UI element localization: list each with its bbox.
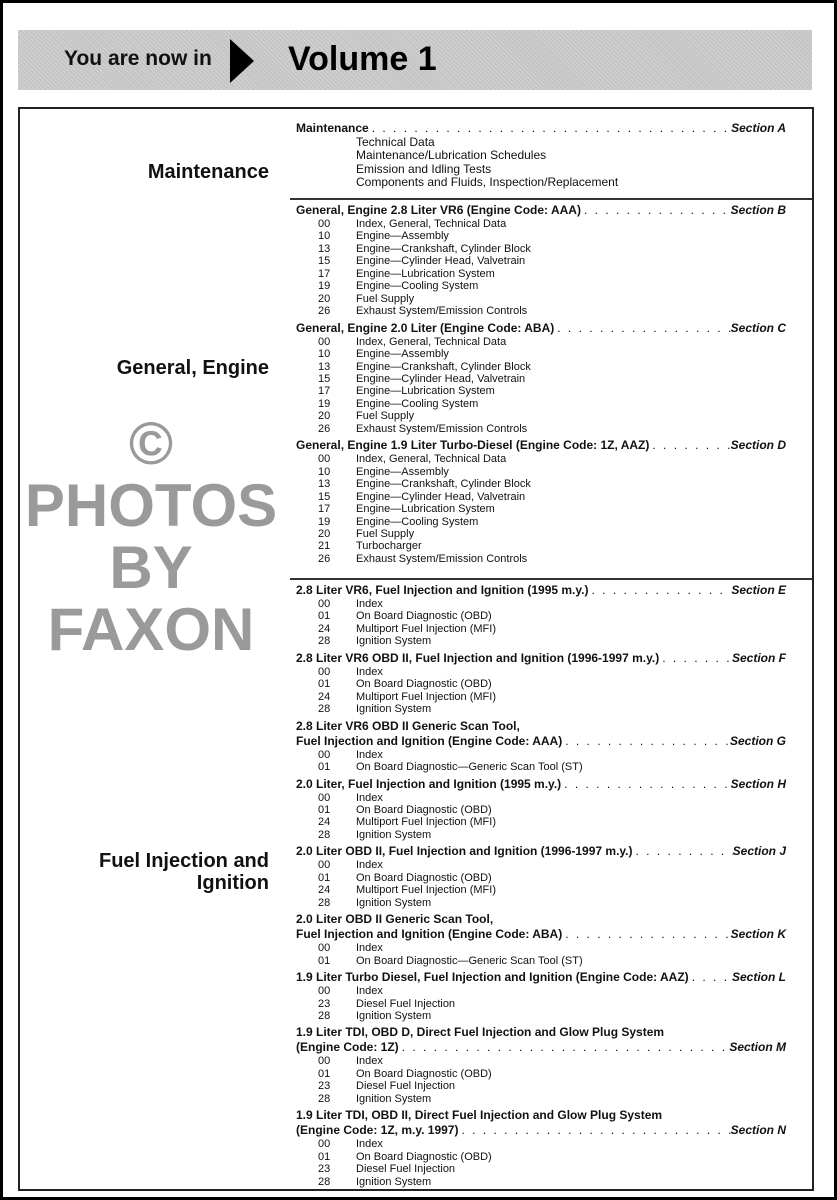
dot-leader: [689, 970, 732, 985]
item-text: Diesel Fuel Injection: [356, 1080, 456, 1093]
toc-item[interactable]: [296, 466, 786, 478]
arrow-right-icon: [230, 39, 254, 83]
toc-group: [296, 844, 786, 909]
item-code: 28: [318, 828, 331, 841]
item-text: Multiport Fuel Injection (MFI): [356, 884, 496, 897]
item-text: Index, General, Technical Data: [356, 453, 507, 466]
item-code: 00: [318, 335, 331, 348]
item-text: Index: [356, 859, 383, 872]
item-text: Index, General, Technical Data: [356, 218, 507, 230]
category-fuel-injection: Fuel Injection and Ignition: [98, 850, 269, 894]
item-code: 15: [318, 490, 331, 503]
section-label: Section D: [730, 438, 786, 453]
section-label: Section C: [730, 320, 786, 335]
toc-heading[interactable]: [296, 912, 786, 927]
dot-leader: [399, 1040, 730, 1055]
toc-item[interactable]: [296, 884, 786, 896]
item-code: 15: [318, 255, 331, 268]
item-code: 26: [318, 422, 331, 435]
item-code: 24: [318, 622, 331, 635]
toc-group: [296, 777, 786, 842]
toc-heading[interactable]: [296, 438, 786, 453]
item-text: Multiport Fuel Injection (MFI): [356, 690, 496, 703]
toc-item[interactable]: [296, 553, 786, 565]
item-code: 01: [318, 610, 331, 623]
item-text: Index: [356, 665, 383, 678]
item-text: Fuel Supply: [356, 527, 415, 540]
item-text: On Board Diagnostic (OBD): [356, 678, 492, 691]
item-text: Turbocharger: [356, 540, 422, 553]
fuel-injection-contents: [296, 583, 786, 1188]
item-code: 13: [318, 360, 331, 373]
item-text: Ignition System: [356, 1009, 432, 1022]
item-code: 26: [318, 552, 331, 565]
toc-subitem[interactable]: Emission and Idling Tests: [356, 161, 492, 176]
toc-subitem[interactable]: Maintenance/Lubrication Schedules: [356, 148, 547, 163]
toc-item[interactable]: [296, 336, 786, 348]
document-page: [3, 3, 834, 1197]
toc-heading-text: 2.8 Liter VR6 OBD II Generic Scan Tool,: [296, 718, 520, 733]
item-code: 19: [318, 397, 331, 410]
item-text: On Board Diagnostic (OBD): [356, 803, 492, 816]
item-text: On Board Diagnostic—Generic Scan Tool (ST): [356, 761, 583, 774]
toc-item[interactable]: [296, 610, 786, 622]
toc-item[interactable]: [296, 373, 786, 385]
toc-item[interactable]: [296, 1138, 786, 1150]
item-code: 00: [318, 748, 331, 761]
item-text: Engine—Cooling System: [356, 515, 479, 528]
item-text: Exhaust System/Emission Controls: [356, 552, 528, 565]
item-code: 01: [318, 1150, 331, 1163]
toc-heading[interactable]: [296, 1108, 786, 1123]
item-code: 23: [318, 1163, 331, 1176]
engine-contents: [296, 203, 786, 565]
item-text: Engine—Assembly: [356, 348, 449, 361]
item-code: 24: [318, 816, 331, 829]
toc-item[interactable]: [296, 749, 786, 761]
toc-item[interactable]: [296, 985, 786, 997]
item-code: 24: [318, 884, 331, 897]
item-code: 10: [318, 230, 331, 243]
toc-heading[interactable]: [296, 321, 786, 336]
item-code: 01: [318, 803, 331, 816]
section-label: Section F: [731, 650, 786, 665]
toc-heading[interactable]: [296, 121, 786, 136]
toc-subitem[interactable]: Components and Fluids, Inspection/Replacement: [356, 175, 619, 190]
item-code: 01: [318, 954, 331, 967]
toc-item[interactable]: [296, 829, 786, 841]
item-text: Ignition System: [356, 635, 432, 648]
toc-heading-text: General, Engine 2.0 Liter (Engine Code: ABA): [296, 320, 555, 335]
item-text: Fuel Supply: [356, 292, 415, 305]
item-code: 20: [318, 292, 331, 305]
item-text: Diesel Fuel Injection: [356, 1163, 456, 1176]
toc-item[interactable]: [296, 1068, 786, 1080]
item-code: 00: [318, 942, 331, 955]
toc-item[interactable]: [296, 703, 786, 715]
dot-leader: [369, 121, 731, 136]
toc-heading[interactable]: [296, 719, 786, 734]
item-text: Ignition System: [356, 896, 432, 909]
item-code: 00: [318, 598, 331, 610]
dot-leader: [589, 583, 732, 598]
toc-heading-text: 1.9 Liter TDI, OBD II, Direct Fuel Injection and Glow Plug System: [296, 1108, 663, 1123]
toc-item[interactable]: [296, 1151, 786, 1163]
toc-group: [296, 651, 786, 716]
toc-item[interactable]: [296, 1080, 786, 1092]
item-code: 00: [318, 1138, 331, 1151]
item-text: Ignition System: [356, 703, 432, 716]
toc-group: [296, 321, 786, 436]
toc-item[interactable]: [296, 859, 786, 871]
toc-heading[interactable]: [296, 844, 786, 859]
toc-heading-text: General, Engine 2.8 Liter VR6 (Engine Code: AAA): [296, 203, 581, 217]
item-code: 28: [318, 1092, 331, 1105]
toc-heading[interactable]: [296, 970, 786, 985]
toc-item[interactable]: [296, 503, 786, 515]
dot-leader: [649, 438, 730, 453]
toc-item[interactable]: [296, 398, 786, 410]
toc-item[interactable]: [296, 872, 786, 884]
item-code: 19: [318, 515, 331, 528]
toc-item[interactable]: [296, 942, 786, 954]
section-label: Section G: [729, 733, 786, 748]
dot-leader: [458, 1123, 730, 1138]
toc-heading-text: 1.9 Liter TDI, OBD D, Direct Fuel Injection and Glow Plug System: [296, 1025, 665, 1040]
item-text: Index: [356, 942, 383, 955]
toc-item[interactable]: [296, 1055, 786, 1067]
section-label: Section N: [730, 1123, 786, 1138]
toc-item[interactable]: [296, 478, 786, 490]
item-code: 28: [318, 896, 331, 909]
item-text: On Board Diagnostic (OBD): [356, 1067, 492, 1080]
item-text: Engine—Cooling System: [356, 397, 479, 410]
toc-group: [296, 970, 786, 1022]
toc-group: [296, 438, 786, 565]
toc-item[interactable]: [296, 348, 786, 360]
toc-item[interactable]: [296, 761, 786, 773]
maintenance-subitems: [296, 136, 786, 190]
toc-item[interactable]: [296, 623, 786, 635]
item-text: Index: [356, 1138, 383, 1151]
item-text: On Board Diagnostic (OBD): [356, 1150, 492, 1163]
toc-heading-text: 1.9 Liter Turbo Diesel, Fuel Injection and Ignition (Engine Code: AAZ): [296, 970, 689, 985]
category-maintenance: Maintenance: [147, 161, 269, 183]
toc-item[interactable]: [296, 268, 786, 280]
toc-heading[interactable]: [296, 583, 786, 598]
item-text: Index: [356, 791, 383, 804]
toc-heading-text: Fuel Injection and Ignition (Engine Code: ABA): [296, 927, 563, 942]
toc-heading-text: (Engine Code: 1Z): [296, 1040, 399, 1055]
item-text: Index: [356, 985, 383, 998]
toc-item[interactable]: [296, 423, 786, 435]
toc-heading[interactable]: [296, 1025, 786, 1040]
item-text: Fuel Supply: [356, 410, 415, 423]
toc-item[interactable]: [296, 385, 786, 397]
dot-leader: [659, 651, 732, 666]
item-code: 28: [318, 1009, 331, 1022]
toc-item[interactable]: [296, 1163, 786, 1175]
toc-item[interactable]: [296, 691, 786, 703]
item-code: 10: [318, 348, 331, 361]
toc-item[interactable]: [296, 528, 786, 540]
item-text: Index: [356, 598, 383, 610]
item-text: Engine—Lubrication System: [356, 385, 495, 398]
toc-heading[interactable]: [296, 927, 786, 942]
item-code: 17: [318, 503, 331, 516]
item-text: Engine—Cylinder Head, Valvetrain: [356, 255, 526, 268]
toc-item[interactable]: [296, 453, 786, 465]
item-code: 13: [318, 478, 331, 491]
toc-item[interactable]: [296, 491, 786, 503]
item-text: Ignition System: [356, 1092, 432, 1105]
toc-item[interactable]: [296, 540, 786, 552]
item-code: 28: [318, 1175, 331, 1188]
toc-item[interactable]: [296, 678, 786, 690]
section-label: Section K: [730, 927, 786, 942]
item-code: 28: [318, 703, 331, 716]
toc-heading-text: General, Engine 1.9 Liter Turbo-Diesel (Engine Code: 1Z, AAZ): [296, 438, 650, 453]
section-label: Section L: [731, 970, 786, 985]
toc-subitem[interactable]: Technical Data: [356, 135, 435, 149]
item-code: 00: [318, 985, 331, 998]
toc-heading[interactable]: [296, 651, 786, 666]
dot-leader: [554, 321, 730, 336]
item-code: 00: [318, 859, 331, 872]
item-code: 01: [318, 761, 331, 774]
toc-item[interactable]: [296, 998, 786, 1010]
toc-heading-text: Fuel Injection and Ignition (Engine Code: AAA): [296, 733, 563, 748]
item-text: Ignition System: [356, 1175, 432, 1188]
item-code: 01: [318, 678, 331, 691]
toc-item[interactable]: [296, 516, 786, 528]
section-label: Section J: [732, 844, 786, 859]
dot-leader: [562, 734, 730, 749]
toc-group: [296, 203, 786, 318]
toc-item[interactable]: [296, 955, 786, 967]
item-code: 15: [318, 372, 331, 385]
toc-heading[interactable]: [296, 203, 786, 218]
item-text: Index, General, Technical Data: [356, 335, 507, 348]
dot-leader: [562, 927, 730, 942]
item-code: 19: [318, 280, 331, 293]
item-code: 20: [318, 527, 331, 540]
item-text: Index: [356, 748, 383, 761]
toc-item[interactable]: [296, 635, 786, 647]
toc-heading[interactable]: [296, 1040, 786, 1055]
item-text: Diesel Fuel Injection: [356, 997, 456, 1010]
toc-item[interactable]: [296, 897, 786, 909]
item-code: 00: [318, 665, 331, 678]
item-text: Ignition System: [356, 828, 432, 841]
toc-item[interactable]: [296, 293, 786, 305]
item-text: Index: [356, 1055, 383, 1068]
toc-item[interactable]: [296, 280, 786, 292]
item-text: Engine—Crankshaft, Cylinder Block: [356, 360, 531, 373]
toc-heading[interactable]: [296, 777, 786, 792]
item-code: 17: [318, 385, 331, 398]
toc-group: [296, 1108, 786, 1188]
banner-prefix: You are now in: [64, 47, 212, 70]
toc-group: [296, 719, 786, 774]
toc-group: [296, 583, 786, 648]
toc-item[interactable]: [296, 305, 786, 317]
toc-group: [296, 1025, 786, 1105]
toc-heading-text: 2.8 Liter VR6, Fuel Injection and Ignition (1995 m.y.): [296, 583, 589, 597]
toc-heading-text: 2.0 Liter, Fuel Injection and Ignition (1995 m.y.): [296, 776, 562, 791]
divider: [290, 578, 812, 580]
volume-title: Volume 1: [288, 40, 437, 78]
watermark: © PHOTOS BY FAXON: [24, 410, 278, 663]
dot-leader: [633, 844, 733, 859]
toc-item[interactable]: [296, 1176, 786, 1188]
toc-item[interactable]: [296, 816, 786, 828]
toc-group: [296, 912, 786, 967]
toc-item[interactable]: [296, 1010, 786, 1022]
item-code: 10: [318, 465, 331, 478]
item-code: 17: [318, 267, 331, 280]
item-code: 01: [318, 1067, 331, 1080]
item-text: Exhaust System/Emission Controls: [356, 422, 528, 435]
toc-heading-text: (Engine Code: 1Z, m.y. 1997): [296, 1123, 459, 1138]
dot-leader: [581, 203, 731, 218]
item-code: 00: [318, 453, 331, 466]
toc-item[interactable]: [296, 230, 786, 242]
item-text: On Board Diagnostic (OBD): [356, 871, 492, 884]
toc-heading-text: 2.8 Liter VR6 OBD II, Fuel Injection and Ignition (1996-1997 m.y.): [296, 650, 660, 665]
toc-item[interactable]: [296, 792, 786, 804]
toc-heading[interactable]: [296, 734, 786, 749]
item-text: On Board Diagnostic—Generic Scan Tool (ST): [356, 954, 583, 967]
volume-banner: [18, 30, 812, 90]
divider: [290, 198, 812, 200]
item-text: Engine—Cooling System: [356, 280, 479, 293]
item-code: 21: [318, 540, 331, 553]
toc-item[interactable]: [296, 218, 786, 230]
section-label: Section A: [731, 121, 786, 135]
toc-item[interactable]: [296, 804, 786, 816]
item-code: 00: [318, 218, 331, 230]
item-code: 23: [318, 997, 331, 1010]
item-code: 20: [318, 410, 331, 423]
section-label: Section M: [729, 1040, 786, 1055]
toc-item[interactable]: [296, 361, 786, 373]
item-text: Engine—Crankshaft, Cylinder Block: [356, 478, 531, 491]
item-text: Engine—Lubrication System: [356, 267, 495, 280]
toc-heading[interactable]: [296, 1123, 786, 1138]
item-code: 13: [318, 242, 331, 255]
section-label: Section E: [731, 583, 786, 597]
maintenance-contents: [296, 121, 786, 190]
item-code: 26: [318, 305, 331, 318]
item-text: Engine—Crankshaft, Cylinder Block: [356, 242, 531, 255]
toc-item[interactable]: [296, 410, 786, 422]
category-general-engine: General, Engine: [116, 357, 269, 379]
item-text: Engine—Assembly: [356, 465, 449, 478]
item-text: Exhaust System/Emission Controls: [356, 305, 528, 318]
item-code: 00: [318, 791, 331, 804]
item-text: On Board Diagnostic (OBD): [356, 610, 492, 623]
toc-heading-text: 2.0 Liter OBD II, Fuel Injection and Ignition (1996-1997 m.y.): [296, 844, 633, 859]
item-text: Multiport Fuel Injection (MFI): [356, 622, 496, 635]
item-code: 23: [318, 1080, 331, 1093]
item-code: 28: [318, 635, 331, 648]
toc-heading-text: 2.0 Liter OBD II Generic Scan Tool,: [296, 912, 494, 927]
toc-item[interactable]: [296, 1093, 786, 1105]
toc-item[interactable]: [296, 243, 786, 255]
item-text: Engine—Cylinder Head, Valvetrain: [356, 372, 526, 385]
item-code: 00: [318, 1055, 331, 1068]
item-text: Engine—Cylinder Head, Valvetrain: [356, 490, 526, 503]
toc-item[interactable]: [296, 598, 786, 610]
item-text: Multiport Fuel Injection (MFI): [356, 816, 496, 829]
toc-item[interactable]: [296, 666, 786, 678]
item-text: Engine—Assembly: [356, 230, 449, 243]
section-label: Section H: [730, 776, 786, 791]
dot-leader: [561, 777, 730, 792]
item-code: 01: [318, 871, 331, 884]
toc-heading-text: Maintenance: [296, 121, 369, 135]
toc-item[interactable]: [296, 255, 786, 267]
item-text: Engine—Lubrication System: [356, 503, 495, 516]
section-label: Section B: [730, 203, 786, 217]
item-code: 24: [318, 690, 331, 703]
